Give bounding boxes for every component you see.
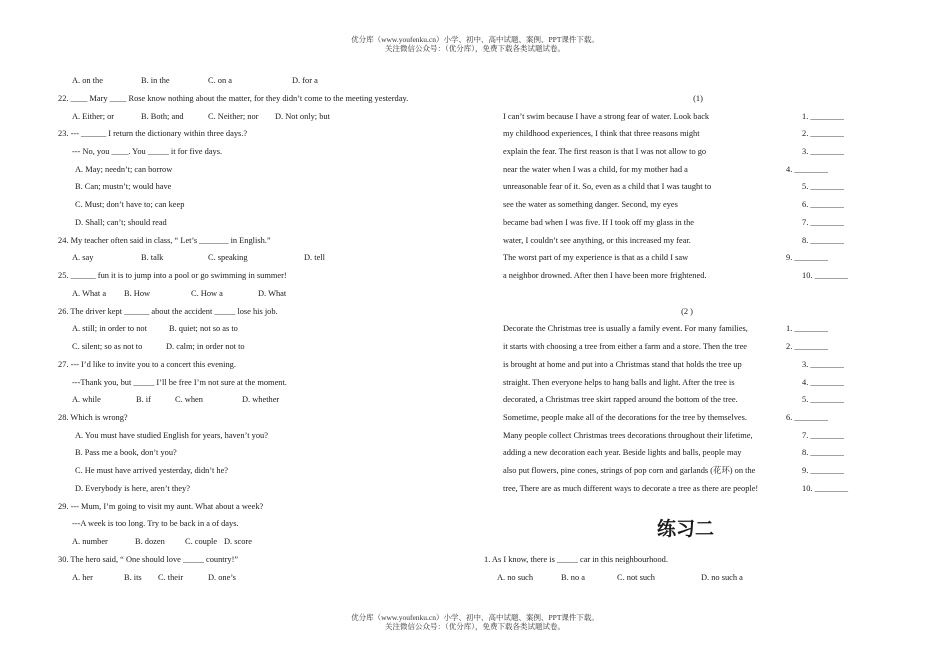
answer-blank[interactable]: 10. ________ xyxy=(802,484,849,493)
q23-option-d: D. Shall; can’t; should read xyxy=(75,218,167,227)
q29-response: ---A week is too long. Try to be back in a of days. xyxy=(72,519,239,528)
passage-2-line: is brought at home and put into a Christmas stand that holds the tree up xyxy=(503,360,742,369)
answer-blank[interactable]: 9. ________ xyxy=(786,253,828,262)
q22-option-a: A. Either; or xyxy=(72,112,115,121)
answer-blank[interactable]: 5. ________ xyxy=(802,395,844,404)
q27-response: ---Thank you, but _____ I’ll be free I’m not sure at the moment. xyxy=(72,378,287,387)
answer-blank[interactable]: 8. ________ xyxy=(802,448,844,457)
answer-blank[interactable]: 6. ________ xyxy=(802,200,844,209)
answer-blank[interactable]: 2. ________ xyxy=(802,129,844,138)
q24-option-c: C. speaking xyxy=(208,253,248,262)
q23-response: --- No, you ____. You _____ it for five days. xyxy=(72,147,223,156)
q30-option-d: D. one’s xyxy=(208,573,236,582)
q26-stem: 26. The driver kept ______ about the accident _____ lose his job. xyxy=(58,307,278,316)
passage-2-line: also put flowers, pine cones, strings of pop corn and garlands (花环) on the xyxy=(503,466,756,475)
q21-option-b: B. in the xyxy=(141,76,170,85)
ex1-option-c: C. not such xyxy=(617,573,655,582)
q28-option-b: B. Pass me a book, don’t you? xyxy=(75,448,177,457)
passage-1-line: water, I couldn’t see anything, or this increased my fear. xyxy=(503,236,691,245)
q26-option-b: B. quiet; not so as to xyxy=(169,324,238,333)
q30-stem: 30. The hero said, “ One should love _____ country!” xyxy=(58,555,239,564)
q25-stem: 25. ______ fun it is to jump into a pool or go swimming in summer! xyxy=(58,271,287,280)
q26-option-a: A. still; in order to not xyxy=(72,324,147,333)
q30-option-a: A. her xyxy=(72,573,93,582)
q27-option-b: B. if xyxy=(136,395,151,404)
q30-option-c: C. their xyxy=(158,573,184,582)
footer-line-2: 关注微信公众号：（优分库），免费下载各类试题试卷。 xyxy=(385,622,565,631)
q23-option-b: B. Can; mustn’t; would have xyxy=(75,182,172,191)
passage-2-line: adding a new decoration each year. Beside lights and balls, people may xyxy=(503,448,742,457)
q26-option-d: D. calm; in order not to xyxy=(166,342,245,351)
passage-2-line: it starts with choosing a tree from either a farm and a store. Then the tree xyxy=(503,342,748,351)
answer-blank[interactable]: 5. ________ xyxy=(802,182,844,191)
q23-stem: 23. --- ______ I return the dictionary within three days.? xyxy=(58,129,248,138)
q22-option-d: D. Not only; but xyxy=(275,112,330,121)
section-1-title: (1) xyxy=(693,94,703,103)
passage-2-line: decorated, a Christmas tree skirt rapped around the bottom of the tree. xyxy=(503,395,738,404)
q26-option-c: C. silent; so as not to xyxy=(72,342,143,351)
header-line-1: 优分库（www.youfenku.cn）小学、初中、高中试题、案例、PPT课件下载。 xyxy=(351,35,599,44)
passage-1-line: see the water as something danger. Second, my eyes xyxy=(503,200,678,209)
q27-option-a: A. while xyxy=(72,395,101,404)
q27-option-d: D. whether xyxy=(242,395,280,404)
q27-option-c: C. when xyxy=(175,395,203,404)
passage-2-line: straight. Then everyone helps to hang balls and light. After the tree is xyxy=(503,378,735,387)
ex1-option-d: D. no such a xyxy=(701,573,743,582)
exercise-2-q1-stem: 1. As I know, there is _____ car in this neighbourhood. xyxy=(484,555,668,564)
passage-1-line: explain the fear. The first reason is that I was not allow to go xyxy=(503,147,707,156)
ex1-option-a: A. no such xyxy=(497,573,534,582)
q24-option-b: B. talk xyxy=(141,253,164,262)
q25-option-c: C. How a xyxy=(191,289,223,298)
exercise-two-title: 练习二 xyxy=(657,518,715,540)
q22-option-b: B. Both; and xyxy=(141,112,184,121)
q24-option-a: A. say xyxy=(72,253,94,262)
answer-blank[interactable]: 7. ________ xyxy=(802,218,844,227)
answer-blank[interactable]: 6. ________ xyxy=(786,413,828,422)
q30-option-b: B. its xyxy=(124,573,142,582)
passage-2-line: Decorate the Christmas tree is usually a family event. For many families, xyxy=(503,324,748,333)
q29-option-c: C. couple xyxy=(185,537,218,546)
passage-2-line: Many people collect Christmas trees decorations throughout their lifetime, xyxy=(503,431,753,440)
q28-stem: 28. Which is wrong? xyxy=(58,413,128,422)
passage-1-line: became bad when I was five. If I took off my glass in the xyxy=(503,218,695,227)
q24-stem: 24. My teacher often said in class, “ Let’s _______ in English.” xyxy=(58,236,271,245)
q25-option-b: B. How xyxy=(124,289,151,298)
q22-option-c: C. Neither; nor xyxy=(208,112,259,121)
answer-blank[interactable]: 2. ________ xyxy=(786,342,828,351)
q25-option-d: D. What xyxy=(258,289,287,298)
q21-option-d: D. for a xyxy=(292,76,318,85)
header-line-2: 关注微信公众号：（优分库），免费下载各类试题试卷。 xyxy=(385,44,565,53)
answer-blank[interactable]: 10. ________ xyxy=(802,271,849,280)
passage-1-line: near the water when I was a child, for my mother had a xyxy=(503,165,688,174)
passage-1-line: my childhood experiences, I think that three reasons might xyxy=(503,129,700,138)
q24-option-d: D. tell xyxy=(304,253,325,262)
page-header xyxy=(0,35,950,53)
passage-1-line: a neighbor drowned. After then I have been more frightened. xyxy=(503,271,707,280)
passage-1-line: The worst part of my experience is that as a child I saw xyxy=(503,253,689,262)
passage-2-line: Sometime, people make all of the decorations for the tree by themselves. xyxy=(503,413,747,422)
q28-option-d: D. Everybody is here, aren’t they? xyxy=(75,484,190,493)
passage-1-line: unreasonable fear of it. So, even as a child that I was taught to xyxy=(503,182,712,191)
answer-blank[interactable]: 3. ________ xyxy=(802,147,844,156)
answer-blank[interactable]: 4. ________ xyxy=(802,378,844,387)
answer-blank[interactable]: 7. ________ xyxy=(802,431,844,440)
section-2-title: (2 ) xyxy=(681,307,693,316)
answer-blank[interactable]: 8. ________ xyxy=(802,236,844,245)
q21-option-c: C. on a xyxy=(208,76,232,85)
q29-stem: 29. --- Mum, I’m going to visit my aunt. What about a week? xyxy=(58,502,264,511)
answer-blank[interactable]: 1. ________ xyxy=(786,324,828,333)
q27-stem: 27. --- I’d like to invite you to a concert this evening. xyxy=(58,360,236,369)
q29-option-a: A. number xyxy=(72,537,108,546)
q23-option-a: A. May; needn’t; can borrow xyxy=(75,165,173,174)
page-footer xyxy=(0,613,950,631)
answer-blank[interactable]: 9. ________ xyxy=(802,466,844,475)
q23-option-c: C. Must; don’t have to; can keep xyxy=(75,200,185,209)
footer-line-1: 优分库（www.youfenku.cn）小学、初中、高中试题、案例、PPT课件下载。 xyxy=(351,613,599,622)
passage-1-line: I can’t swim because I have a strong fear of water. Look back xyxy=(503,112,710,121)
q28-option-a: A. You must have studied English for years, haven’t you? xyxy=(75,431,268,440)
answer-blank[interactable]: 3. ________ xyxy=(802,360,844,369)
q29-option-d: D. score xyxy=(224,537,252,546)
answer-blank[interactable]: 1. ________ xyxy=(802,112,844,121)
passage-2-line: tree, There are as much different ways to decorate a tree as there are people! xyxy=(503,484,759,493)
q28-option-c: C. He must have arrived yesterday, didn’t he? xyxy=(75,466,229,475)
q21-option-a: A. on the xyxy=(72,76,103,85)
ex1-option-b: B. no a xyxy=(561,573,585,582)
q22-stem: 22. ____ Mary ____ Rose know nothing about the matter, for they didn’t come to the meeting yesterday. xyxy=(58,94,409,103)
answer-blank[interactable]: 4. ________ xyxy=(786,165,828,174)
q29-option-b: B. dozen xyxy=(135,537,165,546)
q25-option-a: A. What a xyxy=(72,289,107,298)
